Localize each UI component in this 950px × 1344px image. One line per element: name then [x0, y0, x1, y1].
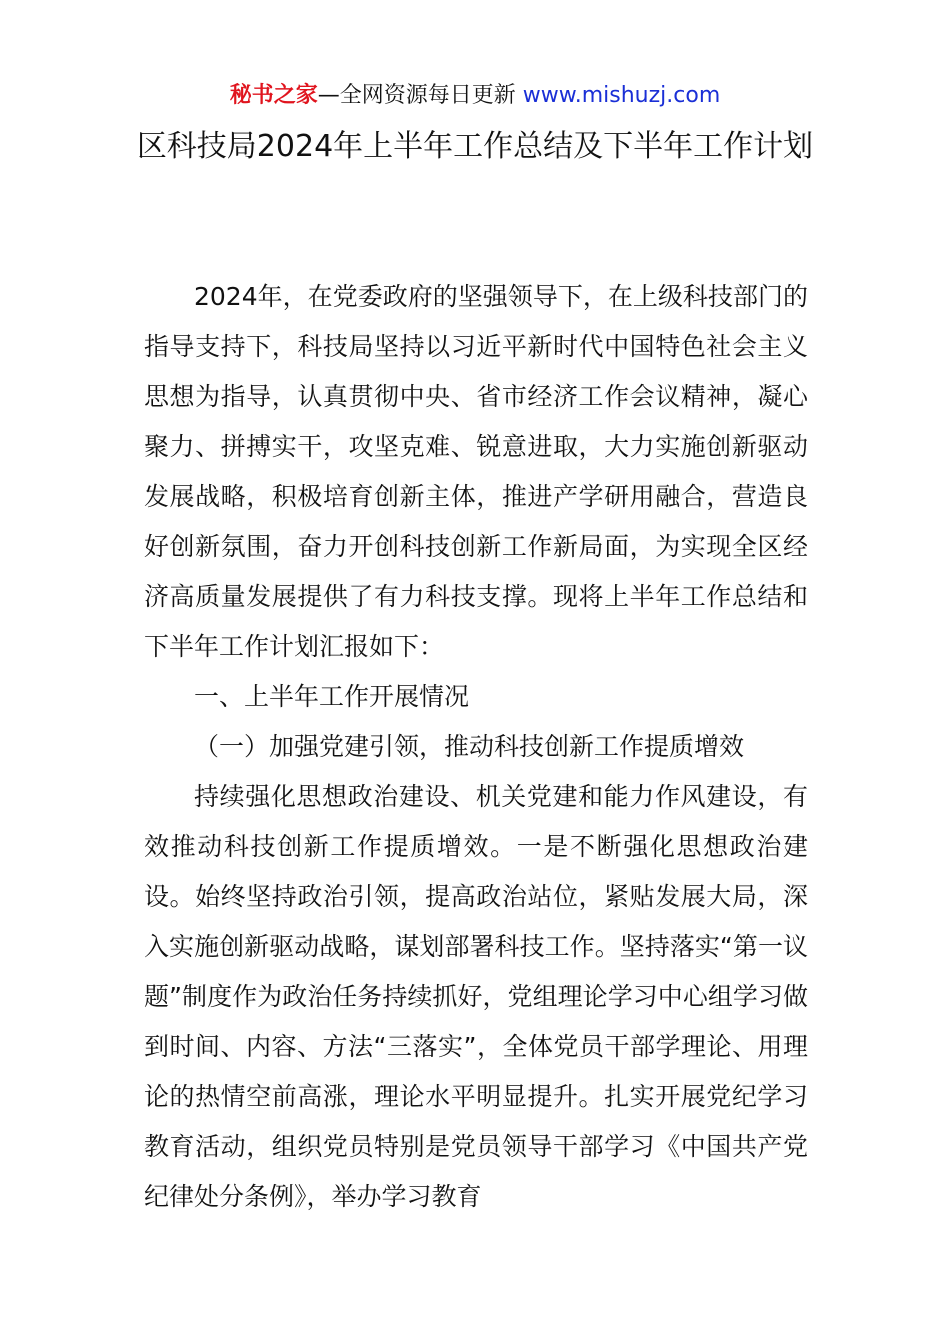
section-heading-1: 一、上半年工作开展情况 — [194, 682, 470, 711]
document-title: 区科技局2024年上半年工作总结及下半年工作计划 — [136, 129, 814, 164]
watermark-brand: 秘书之家 — [229, 83, 318, 108]
watermark-dash: — — [317, 83, 340, 108]
document-body — [144, 272, 808, 1222]
watermark-slogan: 全网资源每日更新 — [339, 83, 516, 108]
body-paragraph: 持续强化思想政治建设、机关党建和能力作风建设，有效推动科技创新工作提质增效。一是不断强化思想政治建设。始终坚持政治引领，提高政治站位，紧贴发展大局，深入实施创新驱动战略，谋划部署科技工作。坚持落实“第一议题”制度作为政治任务持续抓好，党组理论学习中心组学习做到时间、内容、方法“三落实”，全体党员干部学理论、用理论的热情空前高涨，理论水平明显提升。扎实开展党纪学习教育活动，组织党员特别是党员领导干部学习《中国共产党纪律处分条例》，举办学习教育 — [144, 782, 808, 1211]
watermark-header — [0, 80, 950, 112]
subsection-heading-1: （一）加强党建引领，推动科技创新工作提质增效 — [194, 732, 745, 761]
watermark-url[interactable]: www.mishuzj.com — [522, 83, 721, 108]
intro-paragraph: 2024年，在党委政府的坚强领导下，在上级科技部门的指导支持下，科技局坚持以习近平新时代中国特色社会主义思想为指导，认真贯彻中央、省市经济工作会议精神，凝心聚力、拼搏实干，攻坚克难、锐意进取，大力实施创新驱动发展战略，积极培育创新主体，推进产学研用融合，营造良好创新氛围，奋力开创科技创新工作新局面，为实现全区经济高质量发展提供了有力科技支撑。现将上半年工作总结和下半年工作计划汇报如下： — [144, 282, 808, 661]
